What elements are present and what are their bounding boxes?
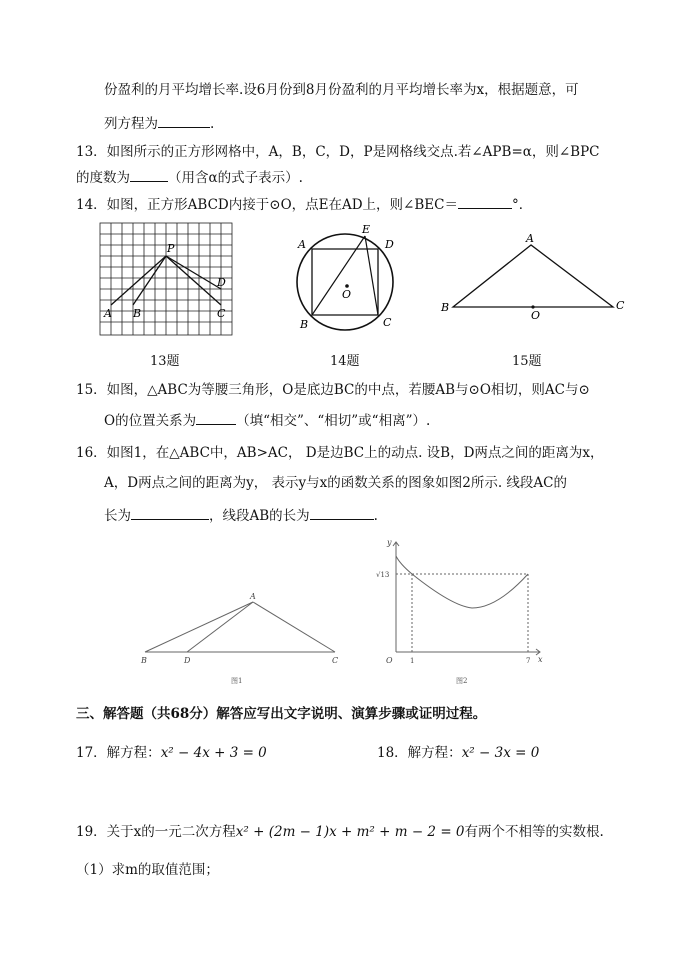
q14-text: 14．如图，正方形ABCD内接于⊙O，点E在AD上，则∠BEC＝ <box>76 197 458 213</box>
q16-line3c: . <box>373 508 378 524</box>
q14-line <box>76 194 532 215</box>
q15-line2 <box>104 410 430 431</box>
section-3-title: 三、解答题（共68分）解答应写出文字说明、演算步骤或证明过程。 <box>76 706 487 722</box>
q16-line2: A，D两点之间的距离为y， 表示y与x的函数关系的图象如图2所示. 线段AC的 <box>104 475 567 491</box>
q19-line1 <box>76 822 604 842</box>
q14-answer-blank <box>458 194 512 209</box>
fig16-1-caption: 图1 <box>231 677 243 685</box>
q19-sub1: （1）求m的取值范围； <box>76 862 219 878</box>
fig13-label-A: A <box>104 307 112 320</box>
fig13-label-C: C <box>217 307 226 320</box>
fig16-2-label-x: x <box>538 655 543 664</box>
q17 <box>76 743 267 763</box>
fig16-2-label-sqrt13: √13 <box>376 571 390 579</box>
q16-blank-ac <box>131 505 209 520</box>
fig15-label-B: B <box>441 301 450 314</box>
q12-line1: 份盈利的月平均增长率.设6月份到8月份盈利的月平均增长率为x，根据题意，可 <box>104 82 579 98</box>
q15-answer-blank <box>196 410 236 425</box>
q17-equation: x² − 4x + 3 = 0 <box>160 745 267 761</box>
q15-line1: 15．如图，△ABC为等腰三角形，O是底边BC的中点，若腰AB与⊙O相切，则AC与⊙ <box>76 382 590 398</box>
fig14-label-E: E <box>362 223 371 236</box>
fig16-2-caption: 图2 <box>456 677 468 685</box>
q16-line1: 16．如图1，在△ABC中，AB>AC， D是边BC上的动点. 设B，D两点之间的距离为x， <box>76 445 604 461</box>
fig15-label-C: C <box>616 299 625 312</box>
fig16-2-label-O: O <box>386 656 393 665</box>
q13-line1: 13．如图所示的正方形网格中，A，B，C，D，P是网格线交点.若∠APB=α，则∠BPC <box>76 144 600 160</box>
q17-label: 17．解方程： <box>76 745 161 761</box>
q16-line3a: 长为 <box>104 508 131 524</box>
q12-line2: 列方程为 . <box>104 113 214 134</box>
fig14-label-A: A <box>298 238 306 251</box>
q14-tail: °． <box>511 197 533 213</box>
fig16-1-label-A: A <box>250 592 256 601</box>
figure-13-grid <box>95 218 240 343</box>
q15-line2a: O的位置关系为 <box>104 413 197 429</box>
q16-line3b: ，线段AB的长为 <box>209 508 310 524</box>
figure-16-1 <box>135 588 350 688</box>
fig14-label-B: B <box>300 318 309 331</box>
q13-answer-blank <box>130 167 168 182</box>
fig16-2-label-1: 1 <box>410 657 415 665</box>
q13-line2b: （用含α的式子表示）. <box>168 170 303 186</box>
fig13-label-P: P <box>167 242 175 255</box>
caption-13: 13题 <box>150 354 180 369</box>
fig14-label-C: C <box>383 316 392 329</box>
caption-15: 15题 <box>512 354 542 369</box>
fig15-label-O: O <box>531 309 541 322</box>
fig14-label-O: O <box>342 288 352 301</box>
q19-equation: x² + (2m − 1)x + m² + m − 2 = 0 <box>235 824 465 840</box>
figure-14-circle <box>290 222 400 340</box>
q13-line2a: 的度数为 <box>76 170 130 186</box>
fig13-label-B: B <box>133 307 142 320</box>
q18-label: 18．解方程： <box>377 745 462 761</box>
figure-15-triangle <box>438 228 628 323</box>
fig16-2-label-7: 7 <box>526 657 531 665</box>
q18-equation: x² − 3x = 0 <box>461 745 540 761</box>
q16-blank-ab <box>310 505 374 520</box>
fig16-1-label-B: B <box>141 656 147 665</box>
fig15-label-A: A <box>526 232 534 245</box>
fig16-1-label-C: C <box>332 656 339 665</box>
fig16-2-label-y: y <box>387 538 392 547</box>
q13-line2 <box>76 167 303 188</box>
q19-line1a: 19．关于x的一元二次方程 <box>76 824 236 840</box>
q16-line3 <box>104 505 378 526</box>
q18 <box>377 743 539 763</box>
caption-14: 14题 <box>330 354 360 369</box>
q15-line2b: （填“相交”、“相切”或“相离”）. <box>236 413 431 429</box>
fig13-label-D: D <box>217 276 226 289</box>
q12-line2-text: 列方程为 <box>104 116 158 132</box>
q19-line1b: 有两个不相等的实数根. <box>464 824 604 840</box>
fig16-1-label-D: D <box>184 656 191 665</box>
fig14-label-D: D <box>385 238 394 251</box>
figure-16-2-graph <box>372 536 552 686</box>
q12-answer-blank <box>158 113 210 128</box>
